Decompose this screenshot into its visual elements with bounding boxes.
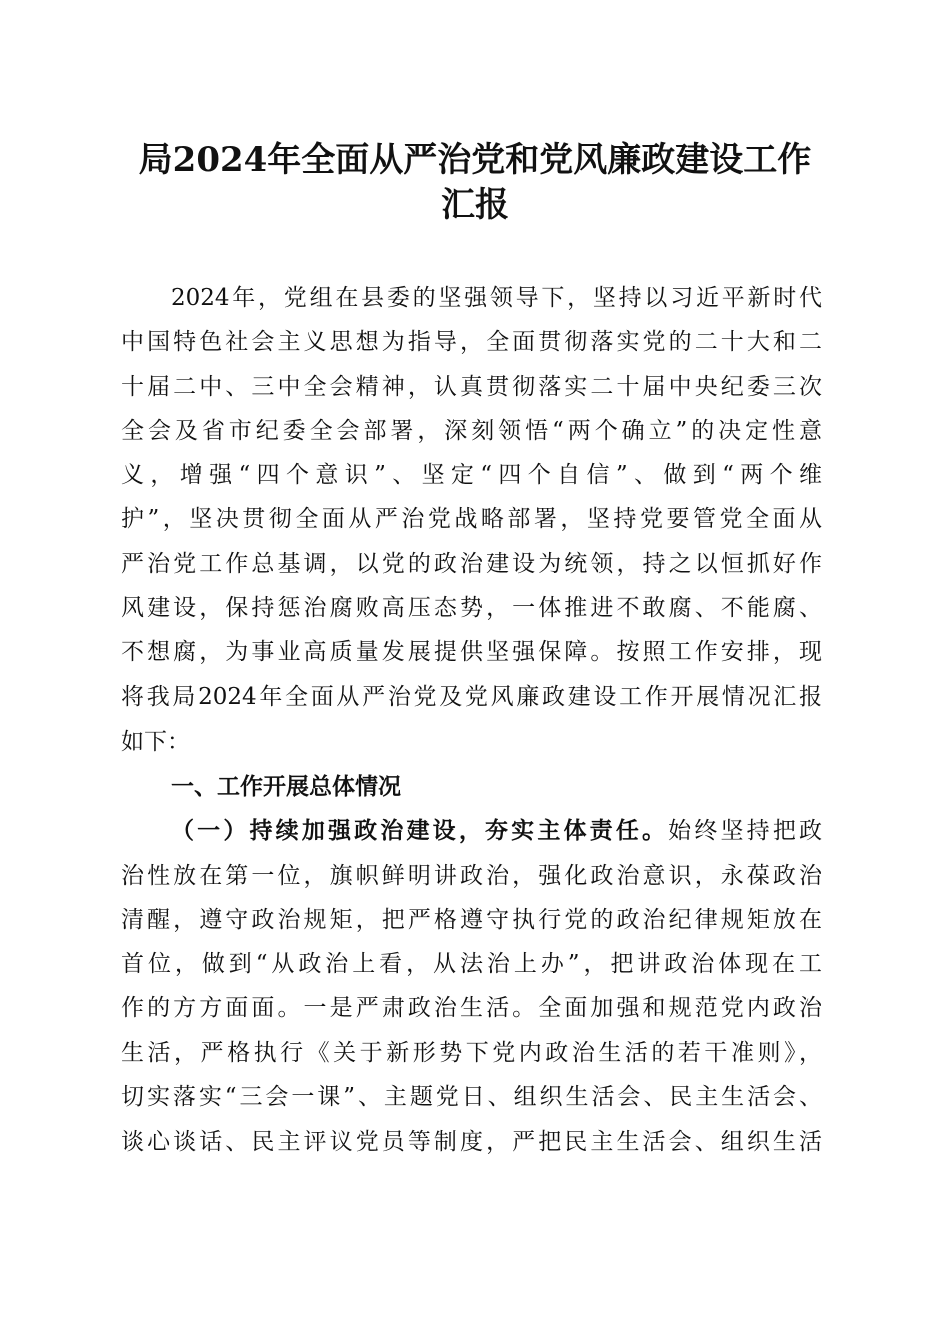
text-line: 作的方方面面。一是严肃政治生活。全面加强和规范党内政治 — [121, 995, 822, 1021]
text-line: 如下： — [121, 729, 190, 755]
text-line: 治性放在第一位，旗帜鲜明讲政治，强化政治意识，永葆政治 — [121, 863, 822, 889]
text-line: 清醒，遵守政治规矩，把严格遵守执行党的政治纪律规矩放在 — [121, 907, 822, 933]
text-line: 不想腐，为事业高质量发展提供坚强保障。按照工作安排，现 — [121, 639, 822, 665]
title-line: 汇报 — [441, 185, 509, 225]
text-line: 生活，严格执行《关于新形势下党内政治生活的若干准则》， — [121, 1040, 822, 1066]
text-line: 中国特色社会主义思想为指导，全面贯彻落实党的二十大和二 — [121, 329, 822, 355]
text-line: 风建设，保持惩治腐败高压态势，一体推进不敢腐、不能腐、 — [121, 595, 822, 621]
text-span: 始终坚持把政 — [668, 818, 823, 844]
text-line: 谈心谈话、民主评议党员等制度，严把民主生活会、组织生活 — [121, 1129, 822, 1155]
text-line: 护”，坚决贯彻全面从严治党战略部署，坚持党要管党全面从 — [121, 506, 822, 532]
title-line: 局2024年全面从严治党和党风廉政建设工作 — [138, 140, 812, 180]
text-line: 切实落实“三会一课”、主题党日、组织生活会、民主生活会、 — [121, 1084, 822, 1110]
text-line: 将我局2024年全面从严治党及党风廉政建设工作开展情况汇报 — [121, 684, 822, 710]
text-line: 严治党工作总基调，以党的政治建设为统领，持之以恒抓好作 — [121, 551, 822, 577]
section-heading: 一、工作开展总体情况 — [171, 773, 401, 800]
subsection-heading: （一）持续加强政治建设，夯实主体责任。 — [171, 817, 669, 844]
text-line: 十届二中、三中全会精神，认真贯彻落实二十届中央纪委三次 — [121, 374, 822, 400]
text-line: 义，增强“四个意识”、坚定“四个自信”、做到“两个维 — [121, 462, 822, 488]
text-line: 全会及省市纪委全会部署，深刻领悟“两个确立”的决定性意 — [121, 418, 822, 444]
text-line — [171, 816, 822, 846]
text-line: 2024年，党组在县委的坚强领导下，坚持以习近平新时代 — [171, 285, 822, 311]
text-line: 首位，做到“从政治上看，从法治上办”，把讲政治体现在工 — [121, 951, 822, 977]
